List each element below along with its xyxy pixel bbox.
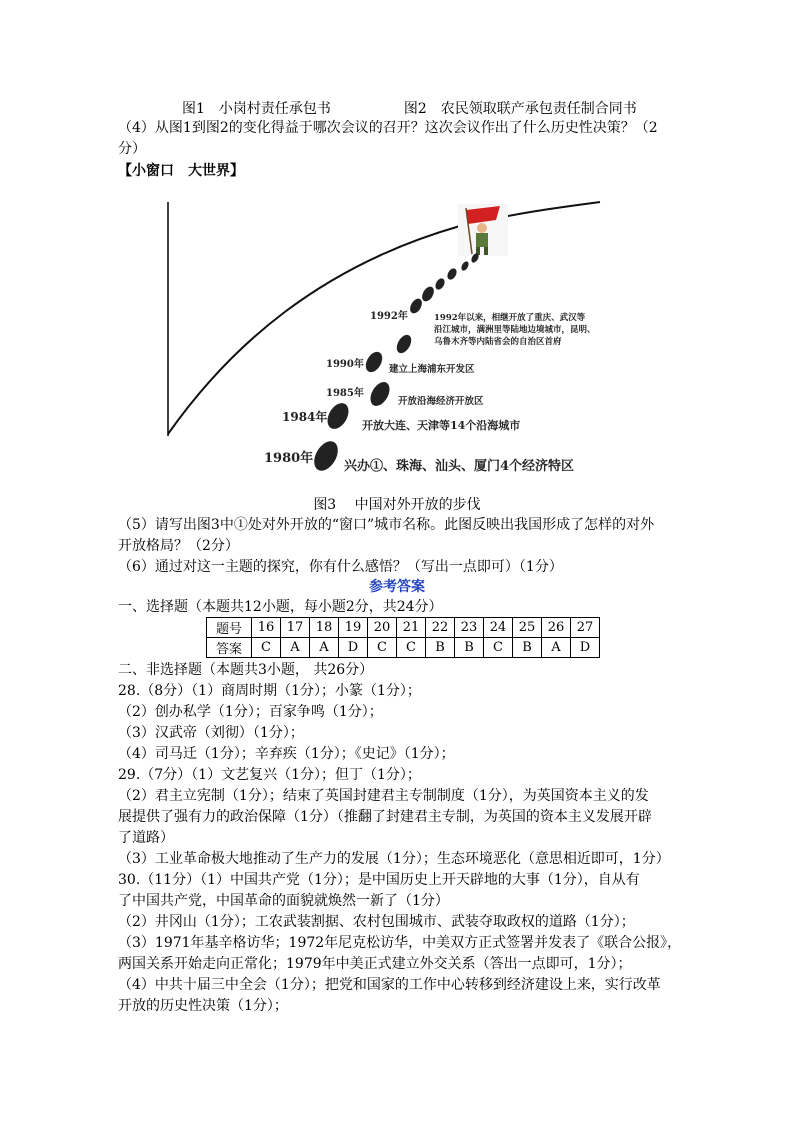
answer-line: 展提供了强有力的政治保障（1分）（推翻了封建君主专制，为英国的资本主义发展开辟 (118, 809, 652, 825)
text-1990: 建立上海浦东开发区 (389, 364, 475, 375)
table-cell: D (571, 638, 600, 658)
answer-line: 28.（8分）（1）商周时期（1分）；小篆（1分）； (118, 683, 421, 699)
flag-soldier-icon (458, 204, 508, 256)
row-label-numbers: 题号 (207, 618, 252, 638)
answer-line: （4）中共十届三中全会（1分）；把党和国家的工作中心转移到经济建设上来，实行改革 (118, 977, 661, 993)
table-cell: 21 (397, 618, 426, 638)
answer-line: 了道路） (118, 830, 174, 846)
part2-heading: 二、非选择题（本题共3小题， 共26分） (118, 662, 374, 678)
answer-line: （3）汉武帝（刘彻）（1分）； (118, 725, 304, 741)
table-cell: 25 (513, 618, 542, 638)
answer-line: （4）司马迁（1分）；辛弃疾（1分）；《史记》（1分）； (118, 746, 455, 762)
answer-line: （2）井冈山（1分）；工农武装割据、农村包围城市、武装夺取政权的道路（1分）； (118, 914, 635, 930)
answer-table (206, 617, 600, 658)
answer-title: 参考答案 (369, 579, 425, 595)
part1-heading: 一、选择题（本题共12小题，每小题2分，共24分） (118, 599, 443, 615)
answer-line: （3）1971年基辛格访华；1972年尼克松访华，中美双方正式签署并发表了《联合公报》， (118, 935, 682, 951)
answer-line: （3）工业革命极大地推动了生产力的发展（1分）；生态环境恶化（意思相近即可，1分） (118, 851, 670, 867)
note-1992-line1: 1992年以来，相继开放了重庆、武汉等 (434, 313, 586, 323)
table-cell: B (513, 638, 542, 658)
text-1985: 开放沿海经济开放区 (398, 396, 484, 407)
question5-line2: 开放格局？（2分） (118, 538, 239, 554)
table-cell: C (397, 638, 426, 658)
section-heading: 【小窗口 大世界】 (118, 163, 244, 179)
table-cell: 24 (484, 618, 513, 638)
table-cell: B (455, 638, 484, 658)
table-cell: 17 (281, 618, 310, 638)
year-1990: 1990年 (326, 359, 364, 370)
top-figure-captions (182, 98, 637, 118)
year-1984: 1984年 (282, 410, 328, 424)
table-cell: C (368, 638, 397, 658)
question4-line1: （4）从图1到图2的变化得益于哪次会议的召开？这次会议作出了什么历史性决策？（2 (118, 120, 658, 136)
table-cell: 18 (310, 618, 339, 638)
figure3-open-door-steps (160, 196, 640, 486)
table-cell: B (426, 638, 455, 658)
table-cell: 23 (455, 618, 484, 638)
answer-line: 29.（7分）（1）文艺复兴（1分）；但丁（1分）； (118, 767, 421, 783)
text-1984: 开放大连、天津等14个沿海城市 (362, 419, 521, 432)
note-1992-line3: 乌鲁木齐等内陆省会的自治区首府 (434, 337, 562, 347)
answer-line: （2）君主立宪制（1分）；结束了英国封建君主专制制度（1分），为英国资本主义的发 (118, 788, 649, 804)
year-1985: 1985年 (326, 388, 364, 399)
table-cell: 22 (426, 618, 455, 638)
year-1980: 1980年 (264, 451, 314, 466)
answer-line: 开放的历史性决策（1分）； (118, 998, 288, 1014)
table-cell: 19 (339, 618, 368, 638)
answer-line: 两国关系开始走向正常化；1979年中美正式建立外交关系（答出一点即可，1分）； (118, 956, 632, 972)
table-cell: C (484, 638, 513, 658)
question5-line1: （5）请写出图3中①处对外开放的“窗口”城市名称。此图反映出我国形成了怎样的对外 (118, 517, 655, 533)
row-label-answers: 答案 (207, 638, 252, 658)
table-cell: 27 (571, 618, 600, 638)
answer-table-row-numbers (207, 618, 600, 638)
question6: （6）通过对这一主题的探究，你有什么感悟？（写出一点即可）（1分） (118, 559, 563, 575)
figure2-caption: 图2 农民领取联产承包责任制合同书 (403, 101, 637, 117)
table-cell: A (542, 638, 571, 658)
table-cell: 16 (252, 618, 281, 638)
table-cell: C (252, 638, 281, 658)
text-1980: 兴办①、珠海、汕头、厦门4个经济特区 (344, 459, 575, 474)
figure3-caption: 图3 中国对外开放的步伐 (313, 497, 481, 513)
note-1992-line2: 沿江城市，满洲里等陆地边境城市，昆明、 (434, 325, 596, 335)
answer-line: （2）创办私学（1分）；百家争鸣（1分）； (118, 704, 383, 720)
figure1-caption: 图1 小岗村责任承包书 (182, 101, 331, 117)
question4-line2: 分） (118, 141, 146, 157)
table-cell: A (281, 638, 310, 658)
table-cell: 20 (368, 618, 397, 638)
year-1992: 1992年 (370, 311, 408, 322)
answer-line: 30.（11分）（1）中国共产党（1分）；是中国历史上开天辟地的大事（1分），自从有 (118, 872, 640, 888)
table-cell: D (339, 638, 368, 658)
table-cell: 26 (542, 618, 571, 638)
answer-table-row-answers (207, 638, 600, 658)
answer-line: 了中国共产党，中国革命的面貌就焕然一新了（1分） (118, 893, 449, 909)
table-cell: A (310, 638, 339, 658)
